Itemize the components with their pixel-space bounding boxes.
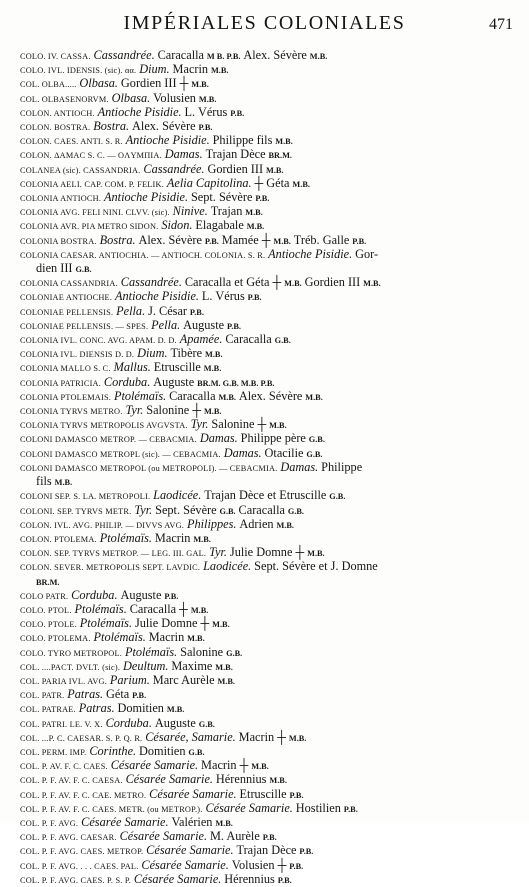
emperor-name: Tibère <box>170 346 203 361</box>
module-size: P.B. <box>247 293 262 303</box>
emperor-name: Gor- <box>355 246 379 261</box>
coin-legend: COLONIA IVL. CONC. AVG. APAM. D. D. <box>20 336 177 346</box>
mint-place: Antioche Pisidie. <box>125 133 210 148</box>
catalog-entry <box>20 305 524 319</box>
module-size: P.B. <box>299 847 314 857</box>
coin-legend: COLONIA AVR. PIA METRO SIDON. <box>20 222 159 232</box>
emperor-name: Macrin <box>172 62 209 77</box>
emperor-name: Caracalla <box>169 388 216 403</box>
module-size: M.B. <box>245 208 263 218</box>
catalog-entry <box>20 702 524 716</box>
mint-place: Laodicée. <box>153 488 202 503</box>
running-title: IMPÉRIALES COLONIALES <box>123 12 406 34</box>
module-size: BR.M. <box>36 577 60 587</box>
coin-legend: COLONIA MALLO S. C. <box>20 364 111 374</box>
module-size: P.B. <box>198 123 213 133</box>
emperor-name: Gordien III <box>207 161 264 176</box>
catalog-entry <box>20 319 524 333</box>
emperor-name: ┼ Géta <box>254 175 290 190</box>
coin-legend: COL. P. AV. F. C. CAES. <box>20 762 108 772</box>
coin-legend: COLΛNEA (sic). CASSANDRIA. <box>20 165 141 175</box>
mint-place: Césarée Samarie. <box>110 758 199 773</box>
catalog-entry <box>20 234 524 248</box>
module-size: G.B. <box>198 719 215 729</box>
coin-legend: COL. PERM. IMP. <box>20 747 87 757</box>
emperor-name: Marc Aurèle <box>152 672 215 687</box>
mint-place: Ptolémaïs. <box>74 601 127 616</box>
emperor-name: Caracalla <box>238 502 285 517</box>
emperor-name: Hérennius <box>224 871 275 886</box>
catalog-entry <box>20 731 524 745</box>
emperor-name: Auguste <box>120 587 162 602</box>
coin-legend: COL. P. F. AV. F. C. CAE. METRO. <box>20 790 147 800</box>
catalog-entry <box>20 816 524 830</box>
page-header <box>0 12 529 42</box>
emperor-name: Salonine ┼ <box>146 403 202 418</box>
module-size: M.B. <box>191 80 209 90</box>
catalog-entry <box>20 489 524 503</box>
module-size: M.B. <box>210 66 229 76</box>
emperor-name: Trajan Dèce <box>236 843 297 858</box>
emperor-name: Adrien <box>239 516 274 531</box>
coin-legend: COLONIA PTOLEMAIS. <box>20 392 112 402</box>
emperor-name: Etruscille <box>239 786 287 801</box>
catalog-entry <box>20 447 524 461</box>
mint-place: Damas. <box>164 147 203 162</box>
mint-place: Pella. <box>116 303 146 318</box>
catalog-entry <box>20 646 524 660</box>
module-size: G.B. <box>219 506 236 516</box>
emperor-name: Alex. Sévère <box>138 232 202 247</box>
catalog-entry <box>20 347 524 361</box>
coin-legend: COLONIA AELI. CAP. COM. P. FELIK. <box>20 179 164 189</box>
module-size: BR.M. G.B. M.B. P.B. <box>197 378 275 388</box>
emperor-name: fils <box>36 474 52 489</box>
catalog-entry <box>20 418 524 432</box>
catalog-entry <box>20 290 524 304</box>
emperor-name: Elagabale <box>195 218 244 233</box>
emperor-name: Philippe père <box>240 431 306 446</box>
catalog-entry <box>20 390 524 404</box>
module-size: G.B. <box>188 747 205 757</box>
module-size: P.B. <box>289 790 304 800</box>
module-size: M.B. <box>166 705 185 715</box>
mint-place: Césarée Samarie. <box>149 786 237 801</box>
coin-legend: COLONIA PATRICIA. <box>20 378 102 388</box>
catalog-entry <box>20 617 524 631</box>
catalog-entry <box>20 248 524 276</box>
module-size: G.B. <box>226 648 243 658</box>
mint-place: Ptolémaïs. <box>99 530 153 545</box>
module-size: BR.M. <box>268 151 292 161</box>
module-size: M.B. <box>273 236 291 246</box>
emperor-name: Macrin ┼ <box>201 758 249 773</box>
emperor-name: Hérennius <box>215 772 267 787</box>
coin-legend: COLONIAE ANTIOCHE. <box>20 293 113 303</box>
catalog-entry <box>20 788 524 802</box>
emperor-name: Trajan <box>210 204 243 219</box>
mint-place: Antioche Pisidie. <box>97 104 182 119</box>
module-size: M.B. <box>198 94 217 104</box>
coin-legend: COLONIAE PELLENSIS. <box>20 307 114 317</box>
module-size: P.B. <box>255 194 270 204</box>
coin-legend: COLO. PTOLE. <box>20 620 77 630</box>
emperor-name: Alex. Sévère <box>238 388 303 403</box>
emperor-name: Macrin <box>154 530 191 545</box>
mint-place: Antioche Pisidie. <box>115 289 200 304</box>
emperor-name: Mamée ┼ <box>221 232 271 247</box>
catalog-entry <box>20 461 524 489</box>
module-size: M.B. <box>218 392 236 402</box>
mint-place: Tyr. <box>125 403 144 418</box>
mint-place: Ptolémaïs. <box>93 630 146 645</box>
coin-legend: COLON. SEVER. METROPOLIS SEPT. LAVDIC. <box>20 563 201 573</box>
emperor-name: Auguste <box>154 715 196 730</box>
catalog-entry <box>20 532 524 546</box>
catalog-entry <box>20 560 524 588</box>
mint-place: Olbasa. <box>79 76 119 91</box>
coin-legend: COLON. ΔAMAC S. C. — OΛYMΠIA. <box>20 151 162 161</box>
emperor-name: Gordien III <box>304 275 361 290</box>
emperor-name: Caracalla ┼ <box>129 601 188 616</box>
catalog-entry <box>20 518 524 532</box>
module-size: P.B. <box>343 804 358 814</box>
mint-place: Bostra. <box>99 232 136 247</box>
mint-place: Césarée Samarie. <box>205 800 293 815</box>
catalog-entry <box>20 106 524 120</box>
module-size: P.B. <box>277 875 292 885</box>
coin-legend: COLONIA CAESAR. ANTIOCHIA. — ANTIOCH. COLONIA. S. R. <box>20 250 266 260</box>
catalog-entry <box>20 688 524 702</box>
emperor-name: Volusien ┼ <box>231 857 287 872</box>
mint-place: Philippes. <box>186 516 237 531</box>
module-size: M.B. <box>251 762 269 772</box>
coin-legend: COLONIA IVL. DIENSIS D. D. <box>20 350 135 360</box>
mint-place: Corinthe. <box>89 743 137 758</box>
module-size: M.B. <box>190 605 209 615</box>
mint-place: Antioche Pisidie. <box>268 246 353 261</box>
mint-place: Dium. <box>137 346 168 361</box>
catalog-entry <box>20 376 524 390</box>
coin-legend: COLO. PTOLEMA. <box>20 634 91 644</box>
coin-legend: COLON. PTOLEMA. <box>20 534 97 544</box>
emperor-name: Volusien <box>153 90 196 105</box>
coin-legend: COLO. PTOL. <box>20 605 72 615</box>
emperor-name: Tréb. Galle <box>293 232 350 247</box>
mint-place: Corduba. <box>71 587 118 602</box>
emperor-name: Domitien <box>117 701 164 716</box>
emperor-name: dien III <box>36 261 73 276</box>
catalog-entry <box>20 163 524 177</box>
catalog-entry <box>20 660 524 674</box>
emperor-name: J. César <box>148 303 187 318</box>
module-size: P.B. <box>352 236 367 246</box>
coin-legend: COL. PATR. <box>20 691 65 701</box>
catalog-entry <box>20 333 524 347</box>
mint-place: Césarée Samarie. <box>119 829 208 844</box>
emperor-name: Salonine <box>180 644 224 659</box>
mint-place: Mallus. <box>113 360 151 375</box>
module-size: P.B. <box>132 691 147 701</box>
coin-legend: COL. P. F. AVG. CAES. METROP. <box>20 847 144 857</box>
emperor-name: Sept. Sévère et J. Domne <box>254 559 378 574</box>
catalog-entry <box>20 873 524 887</box>
emperor-name: L. Vérus <box>184 104 228 119</box>
mint-place: Dium. <box>139 62 170 77</box>
catalog-entry <box>20 177 524 191</box>
mint-place: Césarée Samarie. <box>81 814 169 829</box>
module-size: M.B. <box>215 662 233 672</box>
emperor-name: Trajan Dèce <box>205 147 266 162</box>
coin-legend: COLONIA AVG. FELI NINI. CLVV. (sic). <box>20 208 170 218</box>
coin-legend: COLONIA TYRVS METROPOLIS AVGVSTA. <box>20 421 188 431</box>
module-size: M.B. <box>363 279 381 289</box>
entry-list <box>20 48 524 886</box>
module-size: M.B. <box>215 818 233 828</box>
module-size: M.B. <box>276 520 294 530</box>
coin-legend: COL. P. F. AVG. CAESAR. <box>20 833 117 843</box>
mint-place: Césarée Samarie. <box>133 871 222 886</box>
mint-place: Parium. <box>109 672 150 687</box>
module-size: G.B. <box>329 492 346 502</box>
coin-legend: COL. P. F. AV. F. C. CAESA. <box>20 776 123 786</box>
coin-legend: COLONIAE PELLENSIS. — SPES. <box>20 321 149 331</box>
mint-place: Cassandrée. <box>120 275 182 290</box>
emperor-name: Macrin <box>148 630 185 645</box>
coin-legend: COL. PATRAE. <box>20 705 76 715</box>
module-size: M.B. <box>305 392 323 402</box>
coin-legend: COLONI DAMASCO METROP. — CEBACMIA. <box>20 435 197 445</box>
mint-place: Cassandrée. <box>93 48 155 62</box>
emperor-name: Macrin ┼ <box>238 729 286 744</box>
module-size: G.B. <box>306 449 323 459</box>
emperor-name: Sept. Sévère <box>155 502 217 517</box>
emperor-name: Hostilien <box>295 800 341 815</box>
coin-legend: COLON. BOSTRA. <box>20 123 91 133</box>
mint-place: Tyr. <box>190 417 209 432</box>
mint-place: Corduba. <box>103 374 151 389</box>
module-size: P.B. <box>204 236 219 246</box>
mint-place: Cassandrée. <box>143 161 205 176</box>
module-size: G.B. <box>287 506 304 516</box>
mint-place: Bostra. <box>93 119 130 134</box>
emperor-name: M. Aurèle <box>209 829 260 844</box>
catalog-entry <box>20 717 524 731</box>
catalog-entry <box>20 205 524 219</box>
emperor-name: Alex. Sévère <box>243 48 307 62</box>
mint-place: Antioche Pisidie. <box>104 190 189 205</box>
module-size: M.B. <box>203 364 222 374</box>
coin-legend: COLONI. SEP. TYRVS METR. <box>20 506 132 516</box>
module-size: P.B. <box>227 321 241 331</box>
emperor-name: Valérien <box>171 814 213 829</box>
catalog-entry <box>20 120 524 134</box>
mint-place: Laodicée. <box>203 559 252 574</box>
catalog-entry <box>20 432 524 446</box>
entry-continuation <box>20 575 524 589</box>
coin-legend: COL. PATRI. LE. V. X. <box>20 719 103 729</box>
catalog-entry <box>20 504 524 518</box>
coin-legend: COL. ....PACT. DVLT. (sic). <box>20 662 121 672</box>
module-size: M.B. <box>246 222 265 232</box>
emperor-name: Auguste <box>153 374 195 389</box>
coin-legend: COLON. CAES. ANTI. S. R. <box>20 137 123 147</box>
coin-legend: COL. P. F. AV. F. C. CAES. METR. (ou METROP.). <box>20 804 203 814</box>
catalog-entry <box>20 830 524 844</box>
module-size: M.B. <box>266 165 284 175</box>
coin-legend: COLO PATR. <box>20 591 69 601</box>
catalog-entry <box>20 745 524 759</box>
catalog-entry <box>20 759 524 773</box>
catalog-entry <box>20 276 524 290</box>
emperor-name: Philippe fils <box>212 133 273 148</box>
module-size: M.B. <box>212 620 230 630</box>
mint-place: Ptolémaïs. <box>113 388 167 403</box>
module-size: M.B. <box>193 534 211 544</box>
emperor-name: Philippe <box>321 459 363 474</box>
coin-legend: COLON. IVL. AVG. PHILIP. — DIVVS AVG. <box>20 520 185 530</box>
emperor-name: Caracalla <box>225 332 272 347</box>
mint-place: Apamée. <box>179 332 223 347</box>
catalog-entry <box>20 603 524 617</box>
mint-place: Ptolémaïs. <box>124 644 178 659</box>
mint-place: Ptolémaïs. <box>79 616 133 631</box>
emperor-name: Etruscille <box>153 360 201 375</box>
coin-legend: COLONIA ANTIOCH. <box>20 194 102 204</box>
coin-legend: COL. P. F. AVG. . . . CAES. PAL. <box>20 861 139 871</box>
coin-legend: COLONI SEP. S. LA. METROPOLI. <box>20 492 151 502</box>
emperor-name: Géta <box>106 687 130 702</box>
module-size: M.B. <box>307 549 325 559</box>
module-size: M.B. <box>275 137 293 147</box>
mint-place: Pella. <box>151 317 181 332</box>
module-size: M.B. <box>54 478 73 488</box>
coin-legend: COLONI DAMASCO METROPL (sic). — CEBACMIA. <box>20 449 221 459</box>
emperor-name: Domitien <box>139 743 186 758</box>
module-size: M.B. <box>292 179 310 189</box>
mint-place: Olbasa. <box>111 90 151 105</box>
catalog-entry <box>20 631 524 645</box>
mint-place: Césarée Samarie. <box>125 772 214 787</box>
catalog-entry <box>20 859 524 873</box>
catalog-entry <box>20 191 524 205</box>
module-size: P.B. <box>289 861 304 871</box>
coin-legend: COLON. SEP. TYRVS METROP. — LEG. III. GAL. <box>20 549 207 559</box>
catalog-entry <box>20 361 524 375</box>
emperor-name: Otacilie <box>264 445 304 460</box>
catalog-entry <box>20 134 524 148</box>
mint-place: Tyr. <box>134 502 153 517</box>
catalog-entry <box>20 148 524 162</box>
entry-continuation <box>20 475 524 489</box>
coin-legend: COLONIA BOSTRA. <box>20 236 97 246</box>
module-size: P.B. <box>230 108 245 118</box>
catalog-entry <box>20 404 524 418</box>
mint-place: Césarée Samarie. <box>141 857 229 872</box>
mint-place: Damas. <box>199 431 238 446</box>
mint-place: Sidon. <box>161 218 193 233</box>
module-size: M.B. <box>288 733 307 743</box>
module-size: M.B. <box>284 279 302 289</box>
emperor-name: Alex. Sévère <box>132 119 196 134</box>
module-size: M.B. <box>205 350 223 360</box>
mint-place: Deultum. <box>123 658 169 673</box>
coin-legend: COL. P. F. AVG. <box>20 818 79 828</box>
coin-legend: COL. PARIA IVL. AVG. <box>20 676 107 686</box>
page-number: 471 <box>489 16 513 33</box>
mint-place: Césarée, Samarie. <box>145 729 236 744</box>
coin-legend: COL. P. F. AVG. CAES. P. S. P. <box>20 875 132 885</box>
module-size: M.B. <box>309 52 328 61</box>
emperor-name: L. Vérus <box>201 289 245 304</box>
catalog-entry <box>20 844 524 858</box>
coin-legend: COL. ...P. C. CAESAR. S. P. Q. R. <box>20 733 143 743</box>
catalog-entry <box>20 773 524 787</box>
catalog-entry <box>20 219 524 233</box>
mint-place: Corduba. <box>105 715 152 730</box>
emperor-name: Trajan Dèce et Etruscille <box>204 488 327 503</box>
module-size: M.B. <box>269 776 287 786</box>
module-size: G.B. <box>75 265 92 275</box>
module-size: M B. P.B. <box>206 52 241 61</box>
catalog-entry <box>20 674 524 688</box>
module-size: M.B. <box>187 634 205 644</box>
mint-place: Césarée Samarie. <box>146 843 234 858</box>
emperor-name: Gordien III ┼ <box>120 76 189 91</box>
coin-legend: COLO. IVL. IDENSIS. (sic). αα. <box>20 66 137 76</box>
module-size: P.B. <box>262 833 277 843</box>
mint-place: Damas. <box>280 459 319 474</box>
emperor-name: Salonine ┼ <box>211 417 267 432</box>
mint-place: Damas. <box>223 445 262 460</box>
module-size: P.B. <box>164 591 179 601</box>
mint-place: Ninive. <box>172 204 208 219</box>
module-size: M.B. <box>217 676 235 686</box>
module-size: G.B. <box>274 336 291 346</box>
catalog-entry <box>20 546 524 560</box>
module-size: G.B. <box>308 435 325 445</box>
catalog-entry <box>20 802 524 816</box>
emperor-name: Caracalla et Géta ┼ <box>184 275 282 290</box>
coin-legend: COLONIA TYRVS METRO. <box>20 407 123 417</box>
module-size: P.B. <box>189 307 204 317</box>
module-size: M.B. <box>203 407 222 417</box>
catalog-entry <box>20 49 524 63</box>
catalog-entry <box>20 589 524 603</box>
coin-legend: COLO. TYRO METROPOL. <box>20 648 123 658</box>
emperor-name: Sept. Sévère <box>190 190 253 205</box>
coin-legend: COLONIA CASSANDRIA. <box>20 279 118 289</box>
mint-place: Patras. <box>78 701 115 716</box>
emperor-name: Julie Domne ┼ <box>229 545 305 560</box>
emperor-name: Auguste <box>183 317 225 332</box>
catalog-entry <box>20 77 524 91</box>
coin-legend: COL. OLBA..... <box>20 80 77 90</box>
emperor-name: Caracalla <box>157 48 204 62</box>
catalog-entry <box>20 92 524 106</box>
coin-legend: COLONI DAMASCO METROPOL (ou METROPOLI). — CEBACMIA. <box>20 463 278 473</box>
emperor-name: Maxime <box>171 658 213 673</box>
module-size: M.B. <box>269 421 287 431</box>
coin-legend: COLO. IV. CASSA. <box>20 52 91 61</box>
mint-place: Aelia Capitolina. <box>166 175 252 190</box>
mint-place: Tyr. <box>209 545 227 560</box>
mint-place: Patras. <box>67 687 104 702</box>
emperor-name: Julie Domne ┼ <box>134 616 210 631</box>
coin-legend: COLON. ANTIOCH. <box>20 108 95 118</box>
coin-legend: COL. OLBASENORVM. <box>20 94 109 104</box>
